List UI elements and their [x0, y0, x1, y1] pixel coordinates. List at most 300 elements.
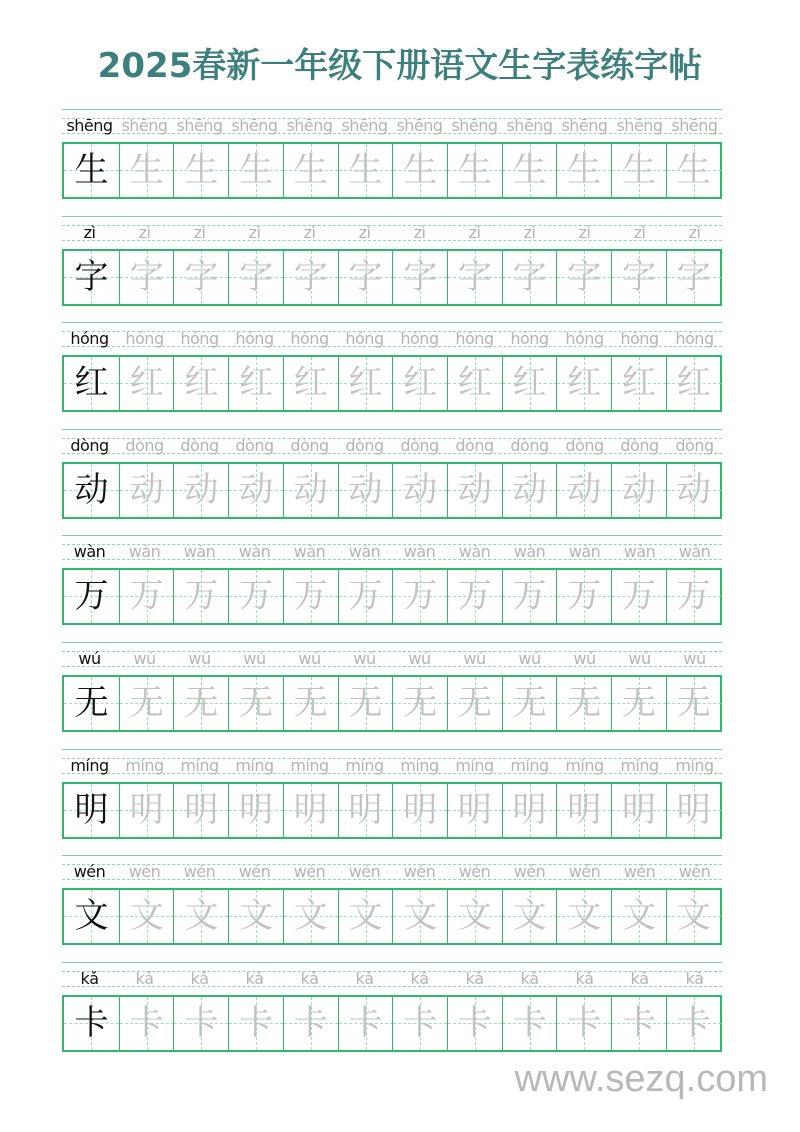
pinyin-trace: zì [688, 222, 701, 242]
model-cell[interactable] [64, 144, 119, 197]
pinyin-label: dòng [70, 435, 109, 455]
trace-cell[interactable] [283, 144, 338, 197]
pinyin-trace: kǎ [630, 968, 649, 988]
pinyin-trace: zì [413, 222, 426, 242]
practice-row [62, 216, 722, 323]
pinyin-trace: wén [568, 862, 601, 882]
trace-character: 明 [676, 789, 711, 830]
trace-character: 万 [293, 576, 328, 617]
trace-character: 红 [348, 363, 383, 404]
trace-character: 生 [567, 150, 602, 190]
trace-cell[interactable] [119, 570, 174, 623]
trace-character: 万 [403, 576, 438, 617]
trace-cell[interactable] [611, 784, 666, 837]
trace-character: 动 [512, 469, 547, 510]
tian-grid [62, 675, 722, 732]
trace-cell[interactable] [556, 357, 611, 410]
trace-cell[interactable] [447, 464, 502, 517]
trace-cell[interactable] [338, 251, 393, 304]
pinyin-band [62, 855, 722, 888]
trace-cell[interactable] [556, 570, 611, 623]
trace-cell[interactable] [502, 890, 557, 943]
pinyin-trace: wú [188, 649, 211, 668]
trace-cell[interactable] [173, 570, 228, 623]
pinyin-trace: wàn [513, 542, 546, 562]
pinyin-trace: wàn [238, 542, 271, 562]
trace-character: 红 [239, 363, 274, 404]
pinyin-trace: hóng [510, 329, 549, 349]
pinyin-band [62, 962, 722, 995]
pinyin-trace: hóng [125, 329, 164, 349]
pinyin-trace: míng [510, 755, 549, 775]
pinyin-trace: dòng [345, 435, 384, 455]
trace-character: 卡 [239, 1002, 274, 1043]
model-character: 无 [74, 683, 109, 723]
pinyin-trace: shēng [121, 116, 168, 135]
trace-character: 无 [184, 683, 219, 723]
trace-cell[interactable] [611, 357, 666, 410]
trace-cell[interactable] [228, 144, 283, 197]
pinyin-trace: wàn [293, 542, 326, 562]
trace-character: 文 [567, 896, 602, 937]
model-cell[interactable] [64, 997, 119, 1050]
pinyin-trace: kǎ [410, 968, 429, 988]
trace-cell[interactable] [338, 997, 393, 1050]
trace-character: 红 [457, 363, 492, 404]
pinyin-trace: kǎ [465, 968, 484, 988]
trace-character: 生 [184, 150, 219, 190]
trace-character: 动 [403, 469, 438, 510]
pinyin-trace: wàn [568, 542, 601, 562]
tian-grid [62, 995, 722, 1052]
pinyin-label: wú [78, 649, 101, 668]
pinyin-trace: dòng [180, 435, 219, 455]
pinyin-trace: dòng [235, 435, 274, 455]
trace-cell[interactable] [556, 784, 611, 837]
pinyin-trace: wén [238, 862, 271, 882]
trace-cell[interactable] [338, 464, 393, 517]
pinyin-trace: wú [683, 649, 706, 668]
pinyin-label: míng [70, 755, 109, 775]
pinyin-trace: dòng [290, 435, 329, 455]
trace-character: 无 [239, 683, 274, 723]
pinyin-band [62, 749, 722, 782]
pinyin-trace: shēng [561, 116, 608, 135]
trace-character: 明 [403, 789, 438, 830]
pinyin-trace: míng [345, 755, 384, 775]
trace-cell[interactable] [173, 784, 228, 837]
pinyin-trace: shēng [231, 116, 278, 135]
trace-character: 文 [348, 896, 383, 937]
trace-character: 文 [622, 896, 656, 937]
pinyin-trace: shēng [616, 116, 663, 135]
watermark: www.sezq.com [514, 1058, 768, 1100]
trace-cell[interactable] [283, 677, 338, 730]
trace-cell[interactable] [556, 251, 611, 304]
trace-cell[interactable] [173, 251, 228, 304]
trace-character: 动 [622, 469, 656, 510]
trace-character: 字 [567, 256, 602, 297]
pinyin-trace: shēng [176, 116, 223, 135]
trace-character: 卡 [348, 1002, 383, 1043]
model-cell[interactable] [64, 251, 119, 304]
trace-cell[interactable] [666, 677, 721, 730]
trace-character: 无 [622, 683, 656, 723]
pinyin-trace: shēng [451, 116, 498, 135]
pinyin-label: zì [83, 222, 96, 242]
trace-cell[interactable] [228, 251, 283, 304]
trace-character: 万 [622, 576, 656, 617]
trace-character: 红 [184, 363, 219, 404]
pinyin-trace: dòng [400, 435, 439, 455]
trace-cell[interactable] [228, 464, 283, 517]
trace-cell[interactable] [666, 784, 721, 837]
pinyin-trace: wén [513, 862, 546, 882]
trace-cell[interactable] [666, 357, 721, 410]
trace-cell[interactable] [556, 997, 611, 1050]
trace-cell[interactable] [173, 997, 228, 1050]
trace-cell[interactable] [611, 251, 666, 304]
trace-cell[interactable] [283, 997, 338, 1050]
trace-cell[interactable] [283, 890, 338, 943]
pinyin-trace: zì [248, 222, 261, 242]
trace-cell[interactable] [502, 251, 557, 304]
trace-character: 字 [184, 256, 219, 297]
trace-cell[interactable] [447, 677, 502, 730]
pinyin-trace: wén [678, 862, 711, 882]
trace-cell[interactable] [283, 570, 338, 623]
trace-character: 红 [622, 363, 656, 404]
trace-character: 红 [129, 363, 164, 404]
trace-character: 字 [676, 256, 711, 297]
trace-character: 红 [403, 363, 438, 404]
trace-cell[interactable] [447, 357, 502, 410]
pinyin-trace: kǎ [135, 968, 154, 988]
pinyin-label: hóng [70, 329, 109, 349]
pinyin-band [62, 642, 722, 675]
pinyin-trace: zì [303, 222, 316, 242]
model-cell[interactable] [64, 357, 119, 410]
trace-cell[interactable] [228, 997, 283, 1050]
trace-cell[interactable] [392, 357, 447, 410]
trace-character: 万 [567, 576, 602, 617]
model-character: 明 [74, 789, 109, 830]
trace-cell[interactable] [611, 570, 666, 623]
trace-character: 文 [239, 896, 274, 937]
trace-character: 明 [293, 789, 328, 830]
trace-cell[interactable] [392, 890, 447, 943]
trace-character: 无 [129, 683, 164, 723]
pinyin-trace: wén [403, 862, 436, 882]
practice-row [62, 749, 722, 856]
trace-character: 无 [567, 683, 602, 723]
pinyin-trace: shēng [506, 116, 553, 135]
trace-character: 文 [676, 896, 711, 937]
trace-cell[interactable] [502, 677, 557, 730]
trace-character: 字 [457, 256, 492, 297]
pinyin-trace: shēng [286, 116, 333, 135]
trace-character: 文 [457, 896, 492, 937]
trace-character: 红 [293, 363, 328, 404]
pinyin-trace: míng [290, 755, 329, 775]
model-cell[interactable] [64, 784, 119, 837]
pinyin-trace: wàn [678, 542, 711, 562]
pinyin-trace: wàn [403, 542, 436, 562]
pinyin-trace: wú [353, 649, 376, 668]
pinyin-trace: hóng [345, 329, 384, 349]
pinyin-trace: hóng [400, 329, 439, 349]
pinyin-trace: zì [138, 222, 151, 242]
practice-row [62, 642, 722, 749]
trace-cell[interactable] [119, 997, 174, 1050]
pinyin-trace: kǎ [190, 968, 209, 988]
trace-cell[interactable] [173, 464, 228, 517]
model-cell[interactable] [64, 464, 119, 517]
pinyin-trace: zì [358, 222, 371, 242]
trace-character: 字 [129, 256, 164, 297]
trace-cell[interactable] [556, 464, 611, 517]
trace-character: 生 [348, 150, 383, 190]
pinyin-band [62, 429, 722, 462]
pinyin-trace: zì [468, 222, 481, 242]
trace-character: 动 [676, 469, 711, 510]
trace-cell[interactable] [338, 784, 393, 837]
trace-character: 字 [348, 256, 383, 297]
trace-character: 动 [239, 469, 274, 510]
pinyin-trace: kǎ [685, 968, 704, 988]
trace-character: 无 [293, 683, 328, 723]
model-character: 红 [74, 363, 109, 404]
trace-character: 万 [348, 576, 383, 617]
pinyin-trace: míng [125, 755, 164, 775]
trace-character: 明 [457, 789, 492, 830]
trace-cell[interactable] [338, 677, 393, 730]
trace-cell[interactable] [447, 144, 502, 197]
pinyin-trace: kǎ [520, 968, 539, 988]
trace-cell[interactable] [173, 890, 228, 943]
trace-character: 卡 [567, 1002, 602, 1043]
trace-cell[interactable] [556, 890, 611, 943]
trace-cell[interactable] [502, 997, 557, 1050]
trace-cell[interactable] [283, 464, 338, 517]
trace-character: 卡 [293, 1002, 328, 1043]
trace-cell[interactable] [502, 144, 557, 197]
trace-cell[interactable] [119, 144, 174, 197]
trace-character: 生 [676, 150, 711, 190]
pinyin-trace: hóng [620, 329, 659, 349]
model-character: 文 [74, 896, 109, 937]
pinyin-trace: wú [628, 649, 651, 668]
trace-cell[interactable] [666, 890, 721, 943]
practice-row [62, 962, 722, 1069]
trace-cell[interactable] [611, 677, 666, 730]
pinyin-label: shēng [66, 116, 113, 135]
tian-grid [62, 355, 722, 412]
model-character: 万 [74, 576, 109, 617]
trace-cell[interactable] [119, 677, 174, 730]
trace-cell[interactable] [338, 357, 393, 410]
practice-row [62, 855, 722, 962]
trace-cell[interactable] [283, 251, 338, 304]
trace-character: 动 [567, 469, 602, 510]
trace-cell[interactable] [119, 890, 174, 943]
model-character: 字 [74, 256, 109, 297]
trace-cell[interactable] [392, 784, 447, 837]
tian-grid [62, 142, 722, 199]
model-character: 卡 [74, 1002, 109, 1043]
trace-character: 动 [457, 469, 492, 510]
pinyin-label: wén [73, 862, 106, 882]
trace-cell[interactable] [666, 464, 721, 517]
trace-character: 红 [512, 363, 547, 404]
trace-character: 万 [676, 576, 711, 617]
trace-cell[interactable] [666, 997, 721, 1050]
trace-character: 文 [512, 896, 547, 937]
pinyin-label: wàn [73, 542, 106, 562]
pinyin-trace: wén [293, 862, 326, 882]
trace-cell[interactable] [556, 677, 611, 730]
pinyin-band [62, 109, 722, 142]
trace-cell[interactable] [283, 357, 338, 410]
pinyin-trace: míng [675, 755, 714, 775]
pinyin-trace: wén [183, 862, 216, 882]
trace-character: 动 [184, 469, 219, 510]
trace-cell[interactable] [228, 677, 283, 730]
trace-cell[interactable] [447, 890, 502, 943]
trace-cell[interactable] [666, 251, 721, 304]
trace-cell[interactable] [173, 144, 228, 197]
model-character: 生 [74, 150, 109, 190]
trace-character: 字 [293, 256, 328, 297]
practice-row [62, 109, 722, 216]
tian-grid [62, 568, 722, 625]
trace-character: 红 [676, 363, 711, 404]
trace-cell[interactable] [119, 251, 174, 304]
trace-character: 无 [512, 683, 547, 723]
trace-cell[interactable] [228, 357, 283, 410]
trace-character: 明 [184, 789, 219, 830]
trace-cell[interactable] [502, 464, 557, 517]
trace-cell[interactable] [447, 251, 502, 304]
trace-cell[interactable] [502, 784, 557, 837]
trace-cell[interactable] [119, 357, 174, 410]
pinyin-trace: wén [623, 862, 656, 882]
trace-cell[interactable] [556, 144, 611, 197]
pinyin-trace: kǎ [355, 968, 374, 988]
pinyin-band [62, 535, 722, 568]
pinyin-trace: hóng [455, 329, 494, 349]
trace-character: 卡 [184, 1002, 219, 1043]
trace-character: 卡 [457, 1002, 492, 1043]
model-cell[interactable] [64, 890, 119, 943]
trace-cell[interactable] [611, 464, 666, 517]
trace-cell[interactable] [447, 784, 502, 837]
trace-cell[interactable] [338, 144, 393, 197]
trace-cell[interactable] [611, 890, 666, 943]
trace-character: 卡 [512, 1002, 547, 1043]
pinyin-trace: wú [408, 649, 431, 668]
trace-character: 无 [348, 683, 383, 723]
pinyin-trace: hóng [565, 329, 604, 349]
trace-character: 生 [239, 150, 274, 190]
trace-cell[interactable] [338, 890, 393, 943]
trace-character: 文 [184, 896, 219, 937]
trace-character: 生 [512, 150, 547, 190]
pinyin-trace: hóng [180, 329, 219, 349]
trace-cell[interactable] [228, 890, 283, 943]
model-cell[interactable] [64, 570, 119, 623]
pinyin-trace: wén [128, 862, 161, 882]
trace-cell[interactable] [173, 677, 228, 730]
pinyin-trace: shēng [396, 116, 443, 135]
trace-character: 文 [293, 896, 328, 937]
trace-cell[interactable] [611, 144, 666, 197]
trace-cell[interactable] [228, 784, 283, 837]
trace-cell[interactable] [666, 570, 721, 623]
trace-character: 字 [512, 256, 547, 297]
pinyin-trace: wén [348, 862, 381, 882]
pinyin-trace: wú [243, 649, 266, 668]
trace-character: 字 [239, 256, 274, 297]
trace-cell[interactable] [392, 464, 447, 517]
pinyin-trace: wú [133, 649, 156, 668]
trace-cell[interactable] [392, 997, 447, 1050]
pinyin-trace: dòng [455, 435, 494, 455]
page-title: 2025春新一年级下册语文生字表练字帖 [97, 46, 703, 86]
pinyin-band [62, 216, 722, 249]
trace-cell[interactable] [502, 357, 557, 410]
trace-cell[interactable] [611, 997, 666, 1050]
trace-character: 万 [184, 576, 219, 617]
pinyin-trace: dòng [675, 435, 714, 455]
trace-cell[interactable] [666, 144, 721, 197]
trace-character: 生 [293, 150, 328, 190]
tian-grid [62, 888, 722, 945]
trace-character: 文 [403, 896, 438, 937]
pinyin-trace: wàn [348, 542, 381, 562]
trace-character: 无 [457, 683, 492, 723]
pinyin-trace: shēng [671, 116, 718, 135]
trace-cell[interactable] [392, 677, 447, 730]
trace-character: 明 [348, 789, 383, 830]
pinyin-trace: wú [573, 649, 596, 668]
trace-character: 明 [622, 789, 656, 830]
trace-cell[interactable] [447, 997, 502, 1050]
trace-cell[interactable] [119, 464, 174, 517]
trace-cell[interactable] [447, 570, 502, 623]
pinyin-trace: zì [193, 222, 206, 242]
pinyin-trace: míng [400, 755, 439, 775]
trace-character: 无 [676, 683, 711, 723]
trace-cell[interactable] [392, 144, 447, 197]
model-cell[interactable] [64, 677, 119, 730]
trace-cell[interactable] [392, 251, 447, 304]
pinyin-trace: dòng [620, 435, 659, 455]
trace-cell[interactable] [338, 570, 393, 623]
pinyin-band [62, 322, 722, 355]
trace-cell[interactable] [173, 357, 228, 410]
trace-character: 万 [457, 576, 492, 617]
trace-cell[interactable] [283, 784, 338, 837]
trace-cell[interactable] [228, 570, 283, 623]
pinyin-trace: kǎ [575, 968, 594, 988]
trace-cell[interactable] [119, 784, 174, 837]
pinyin-trace: kǎ [300, 968, 319, 988]
pinyin-trace: zì [523, 222, 536, 242]
trace-cell[interactable] [392, 570, 447, 623]
trace-cell[interactable] [502, 570, 557, 623]
trace-character: 动 [348, 469, 383, 510]
